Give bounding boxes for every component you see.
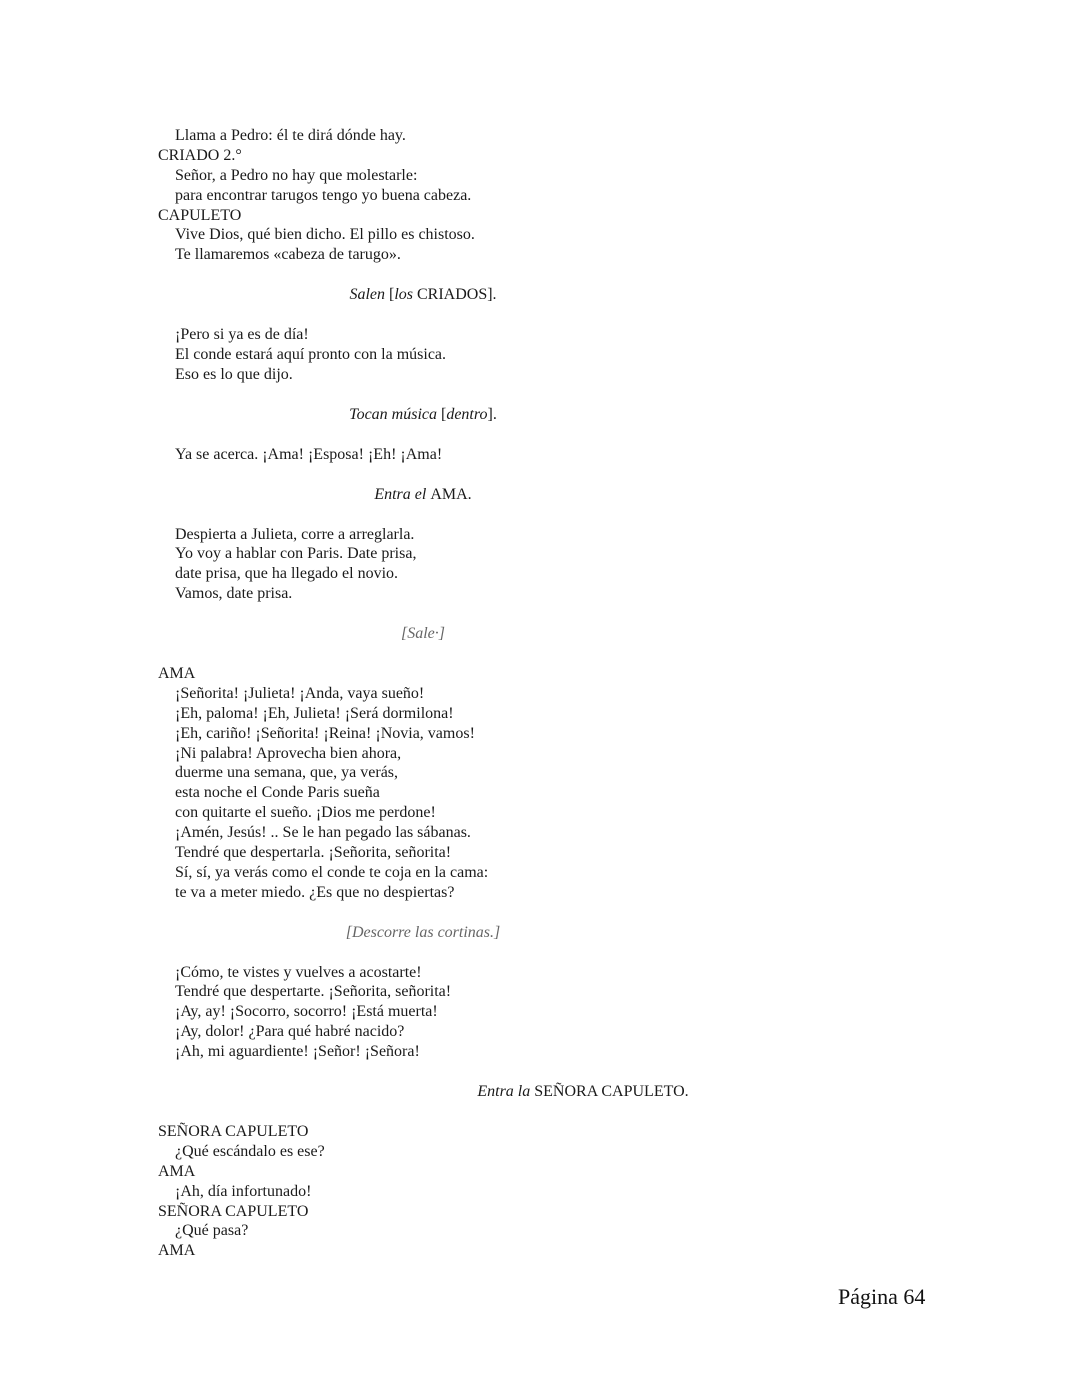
stage-direction (158, 923, 688, 943)
verse-line: Sí, sí, ya verás como el conde te coja en la cama: (175, 863, 489, 881)
verse-line: para encontrar tarugos tengo yo buena cabeza. (175, 186, 472, 204)
stage-direction-part: [Sale·] (401, 625, 445, 643)
stage-direction-part: Entra la (477, 1083, 535, 1101)
stage-direction (158, 405, 688, 425)
verse-line: El conde estará aquí pronto con la música. (175, 346, 447, 364)
verse-line: Ya se acerca. ¡Ama! ¡Esposa! ¡Eh! ¡Ama! (175, 445, 443, 463)
stage-direction (158, 485, 688, 505)
verse-line: duerme una semana, que, ya verás, (175, 764, 399, 782)
speaker-name: CRIADO 2.° (158, 146, 242, 164)
verse-line: Tendré que despertarte. ¡Señorita, señorita! (175, 983, 452, 1001)
speaker-name: CAPULETO (158, 206, 242, 224)
verse-line: ¡Pero si ya es de día! (175, 326, 309, 344)
stage-direction-part: ]. (487, 405, 497, 423)
verse-line: ¡Cómo, te vistes y vuelves a acostarte! (175, 963, 422, 981)
verse-line: Tendré que despertarla. ¡Señorita, señorita! (175, 844, 452, 861)
stage-direction-part: Tocan música (349, 405, 441, 423)
verse-line: ¡Amén, Jesús! .. Se le han pegado las sábanas. (175, 824, 471, 842)
verse-line: ¿Qué escándalo es ese? (175, 1142, 325, 1160)
stage-direction-part: los (394, 286, 413, 304)
verse-line: ¡Señorita! ¡Julieta! ¡Anda, vaya sueño! (175, 684, 425, 702)
stage-direction-part: Salen (349, 286, 389, 304)
play-text (158, 126, 858, 1261)
verse-line: ¡Eh, cariño! ¡Señorita! ¡Reina! ¡Novia, vamos! (175, 724, 475, 742)
speaker-name: AMA (158, 664, 196, 682)
verse-line: ¡Ay, ay! ¡Socorro, socorro! ¡Está muerta! (175, 1003, 438, 1021)
verse-line: con quitarte el sueño. ¡Dios me perdone! (175, 804, 436, 822)
verse-line: ¡Ah, día infortunado! (175, 1182, 312, 1200)
stage-direction (158, 285, 688, 305)
verse-line: ¡Ah, mi aguardiente! ¡Señor! ¡Señora! (175, 1043, 420, 1061)
verse-line: ¡Ay, dolor! ¿Para qué habré nacido? (175, 1023, 405, 1041)
verse-line: date prisa, que ha llegado el novio. (175, 565, 399, 583)
verse-line: Eso es lo que dijo. (175, 365, 293, 383)
verse-line: Vive Dios, qué bien dicho. El pillo es chistoso. (175, 226, 475, 244)
stage-direction-part: [Descorre las cortinas.] (345, 923, 501, 941)
stage-direction-part: dentro (446, 405, 488, 423)
stage-direction-part: AMA. (430, 485, 472, 503)
stage-direction-part: [ (441, 405, 447, 423)
stage-direction-part: Entra el (374, 485, 431, 503)
verse-line: Vamos, date prisa. (175, 585, 293, 603)
verse-line: Yo voy a hablar con Paris. Date prisa, (175, 545, 417, 563)
verse-line: te va a meter miedo. ¿Es que no despiertas? (175, 883, 455, 901)
verse-line: Te llamaremos «cabeza de tarugo». (175, 246, 401, 264)
stage-direction-part: SEÑORA CAPULETO. (534, 1083, 689, 1101)
page-number: Página 64 (838, 1284, 926, 1309)
speaker-name: SEÑORA CAPULETO (158, 1202, 309, 1220)
verse-line: Señor, a Pedro no hay que molestarle: (175, 166, 418, 184)
verse-line: esta noche el Conde Paris sueña (175, 784, 380, 802)
speaker-name: AMA (158, 1162, 196, 1180)
stage-direction-part: [ (388, 286, 395, 304)
verse-line: Llama a Pedro: él te dirá dónde hay. (175, 127, 406, 144)
verse-line: ¡Ni palabra! Aprovecha bien ahora, (175, 744, 402, 762)
verse-line: Despierta a Julieta, corre a arreglarla. (175, 525, 415, 543)
verse-line: ¡Eh, paloma! ¡Eh, Julieta! ¡Será dormilona! (175, 704, 454, 722)
speaker-name: AMA (158, 1242, 196, 1260)
verse-line: ¿Qué pasa? (175, 1222, 249, 1240)
stage-direction-part: CRIADOS]. (412, 286, 497, 304)
speaker-name: SEÑORA CAPULETO (158, 1122, 309, 1140)
stage-direction (158, 624, 688, 644)
stage-direction (158, 1082, 1008, 1102)
